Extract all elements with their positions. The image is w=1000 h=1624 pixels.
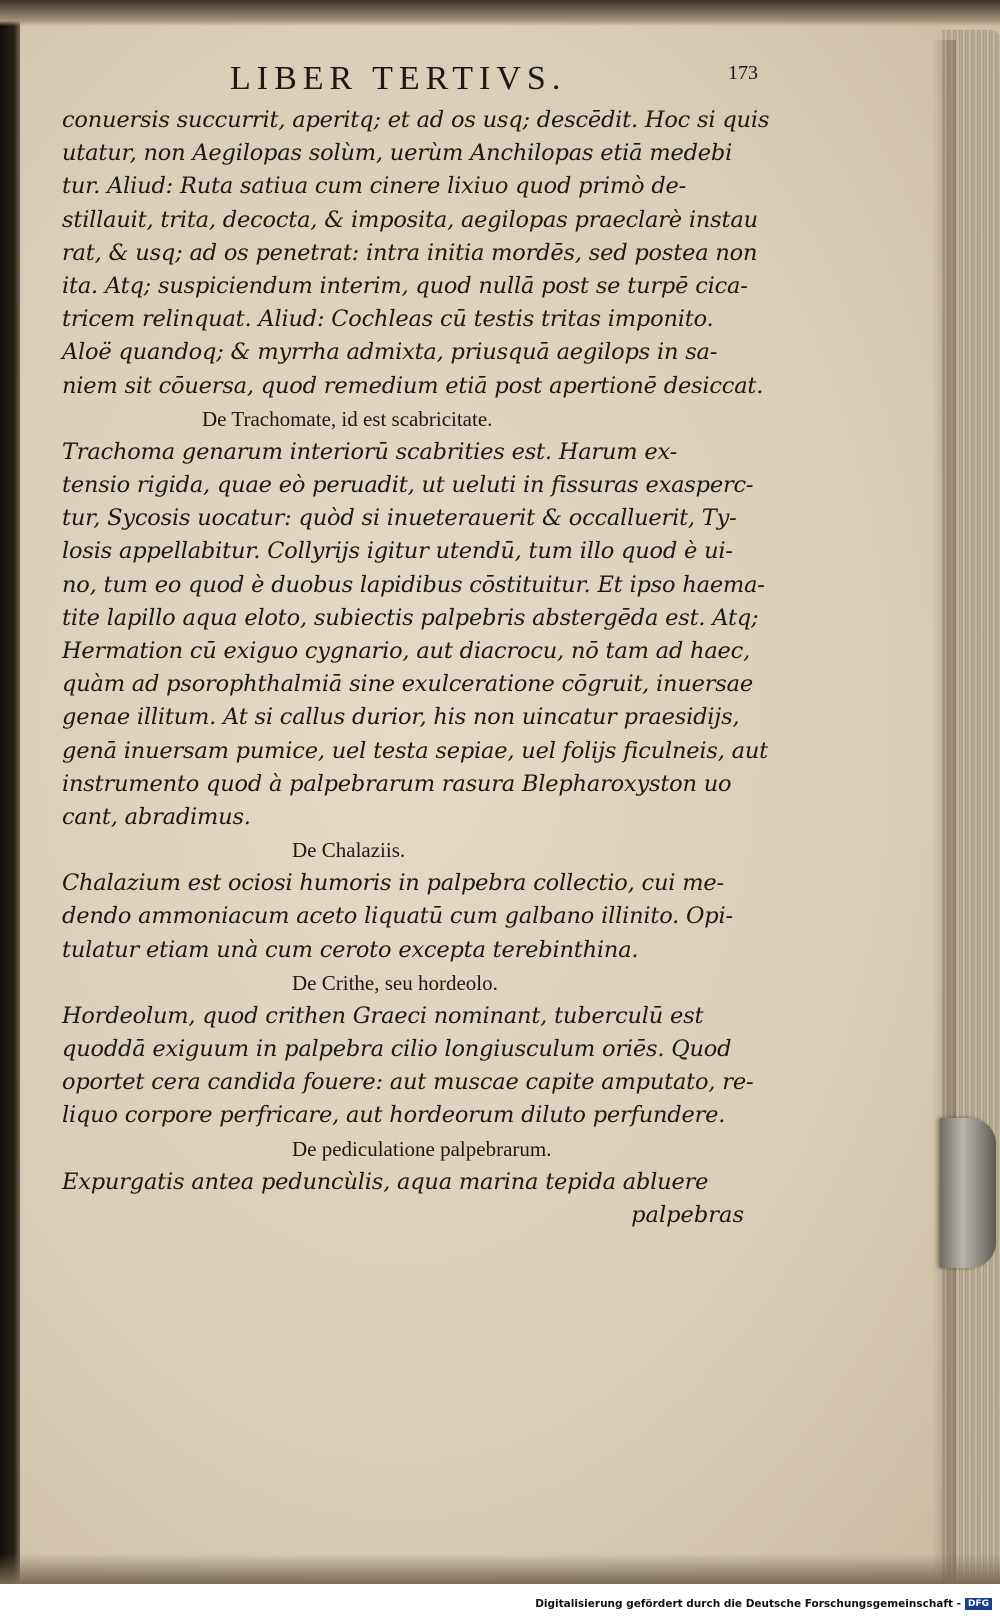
section-heading: De Crithe, seu hordeolo. bbox=[292, 970, 498, 995]
text-line: ita. Atq; suspiciendum interim, quod nullā post se turpē cica- bbox=[62, 273, 748, 300]
text-line: genā inuersam pumice, uel testa sepiae, uel folijs ficulneis, aut bbox=[62, 737, 768, 764]
text-line: conuersis succurrit, aperitq; et ad os usq; descēdit. Hoc si quis bbox=[62, 107, 770, 133]
text-line: tensio rigida, quae eò peruadit, ut ueluti in fissuras exasperc- bbox=[62, 472, 754, 499]
text-line: quàm ad psorophthalmiā sine exulceratione cōgruit, inuersae bbox=[62, 671, 753, 698]
section-heading: De Trachomate, id est scabricitate. bbox=[202, 406, 493, 431]
text-line: oportet cera candida fouere: aut muscae capite amputato, re- bbox=[62, 1069, 754, 1096]
text-line: rat, & usq; ad os penetrat: intra initia mordēs, sed postea non bbox=[62, 239, 758, 266]
text-line: Chalazium est ociosi humoris in palpebra collectio, cui me- bbox=[62, 870, 724, 897]
top-page-edge bbox=[0, 0, 1000, 26]
text-line: Expurgatis antea peduncùlis, aqua marina tepida abluere bbox=[62, 1168, 709, 1195]
section-heading: De Chalaziis. bbox=[292, 838, 406, 863]
running-title: LIBER TERTIVS. bbox=[230, 60, 567, 97]
dfg-logo: DFG bbox=[965, 1598, 992, 1610]
bottom-page-edge bbox=[0, 1554, 1000, 1584]
text-line: tite lapillo aqua eloto, subiectis palpebris abstergēda est. Atq; bbox=[62, 604, 759, 631]
text-line: tulatur etiam unà cum ceroto excepta terebinthina. bbox=[62, 936, 639, 963]
folio-number: 173 bbox=[728, 62, 758, 84]
text-line: utatur, non Aegilopas solùm, uerùm Anchilopas etiā medebi bbox=[62, 140, 733, 167]
page-text bbox=[62, 60, 770, 1232]
book-clip bbox=[940, 1118, 996, 1268]
text-line: cant, abradimus. bbox=[62, 804, 251, 831]
text-line: losis appellabitur. Collyrijs igitur utendū, tum illo quod è ui- bbox=[62, 538, 733, 565]
page-edges-shadow bbox=[932, 40, 956, 1580]
text-line: tricem relinquat. Aliud: Cochleas cū testis tritas imponito. bbox=[62, 306, 714, 333]
book-binding-shadow bbox=[0, 0, 20, 1624]
digitization-footer bbox=[0, 1584, 1000, 1624]
text-line: tur, Sycosis uocatur: quòd si inueterauerit & occalluerit, Ty- bbox=[62, 505, 737, 532]
text-line: instrumento quod à palpebrarum rasura Blepharoxyston uo bbox=[62, 770, 732, 797]
text-line: Trachoma genarum interiorū scabrities est. Harum ex- bbox=[62, 438, 677, 465]
body-text bbox=[62, 104, 770, 1199]
text-line: Aloë quandoq; & myrrha admixta, priusquā aegilops in sa- bbox=[62, 339, 718, 366]
text-line: tur. Aliud: Ruta satiua cum cinere lixiuo quod primò de- bbox=[62, 173, 687, 200]
footer-credit: Digitalisierung gefördert durch die Deutsche Forschungsgemeinschaft - bbox=[535, 1598, 961, 1610]
catchword: palpebras bbox=[631, 1201, 744, 1228]
running-head bbox=[62, 60, 762, 104]
text-line: Hermation cū exiguo cygnario, aut diacrocu, nō tam ad haec, bbox=[62, 638, 751, 665]
text-line: Hordeolum, quod crithen Graeci nominant, tuberculū est bbox=[62, 1002, 704, 1029]
text-line: niem sit cōuersa, quod remedium etiā post apertionē desiccat. bbox=[62, 372, 764, 399]
text-line: no, tum eo quod è duobus lapidibus cōstituitur. Et ipso haema- bbox=[62, 571, 765, 598]
text-line: dendo ammoniacum aceto liquatū cum galbano illinito. Opi- bbox=[62, 903, 733, 930]
section-heading: De pediculatione palpebrarum. bbox=[292, 1136, 552, 1161]
text-line: stillauit, trita, decocta, & imposita, aegilopas praeclarè instau bbox=[62, 206, 758, 233]
text-line: quoddā exiguum in palpebra cilio longiusculum oriēs. Quod bbox=[62, 1036, 732, 1063]
text-line: liquo corpore perfricare, aut hordeorum diluto perfundere. bbox=[62, 1102, 726, 1129]
text-line: genae illitum. At si callus durior, his non uincatur praesidijs, bbox=[62, 704, 740, 731]
